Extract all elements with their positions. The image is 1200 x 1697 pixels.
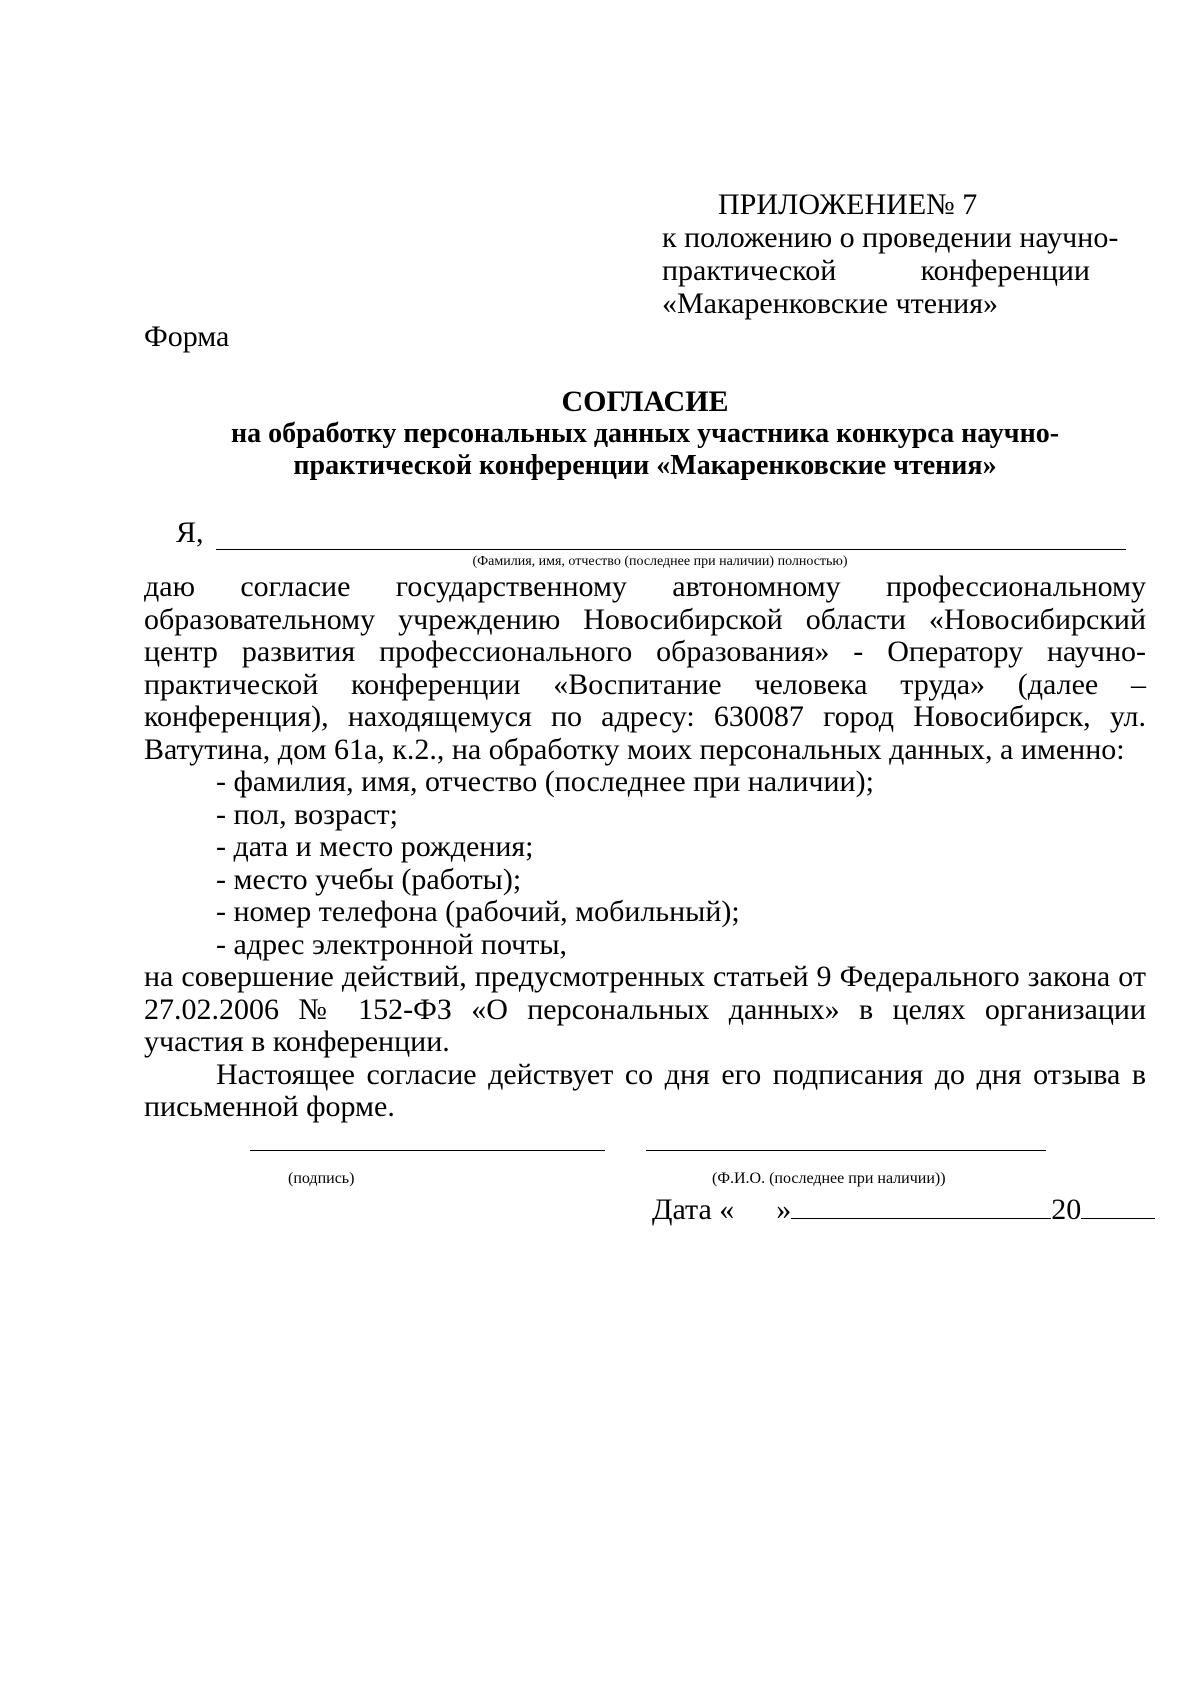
appendix-line-2-left: практической [662, 254, 837, 287]
appendix-line-1: к положению о проведении научно- [662, 221, 1119, 254]
full-name-prefix: Я, [176, 516, 204, 549]
list-item: - пол, возраст; [216, 797, 399, 831]
list-item: - место учебы (работы); [216, 862, 522, 896]
appendix-line-2 [662, 254, 1090, 287]
full-name-hint: (Фамилия, имя, отчество (последнее при наличии) полностью) [472, 554, 848, 569]
list-item: - фамилия, имя, отчество (последнее при наличии); [216, 765, 874, 798]
date-year-blank[interactable] [1081, 1192, 1155, 1219]
signature-blank-line[interactable] [250, 1150, 605, 1151]
date-field [652, 1192, 1155, 1227]
date-close-quote: » [776, 1193, 792, 1226]
signature-hint: (подпись) [288, 1170, 355, 1187]
validity-paragraph: Настоящее согласие действует со дня его подписания до дня отзыва в письменной форме. [144, 1057, 1146, 1123]
date-month-blank[interactable] [791, 1192, 1051, 1219]
consent-body [144, 571, 1146, 1124]
list-item: - адрес электронной почты, [216, 927, 568, 961]
appendix-header [662, 188, 1119, 320]
title-main: СОГЛАСИЕ [561, 385, 729, 418]
printed-name-hint: (Ф.И.О. (последнее при наличии)) [712, 1170, 946, 1187]
form-label: Форма [144, 320, 230, 353]
full-name-blank-line[interactable] [216, 521, 1126, 550]
printed-name-blank-line[interactable] [646, 1150, 1046, 1151]
document-title [144, 386, 1146, 482]
title-subtitle-line-2: практической конференции «Макаренковские чтения» [293, 450, 997, 481]
appendix-title: ПРИЛОЖЕНИЕ№ 7 [718, 188, 978, 221]
full-name-field [176, 516, 1126, 550]
date-year-prefix: 20 [1051, 1193, 1082, 1226]
title-subtitle-line-1: на обработку персональных данных участника конкурса научно- [230, 418, 1060, 449]
list-item: - номер телефона (рабочий, мобильный); [216, 895, 740, 928]
appendix-line-3: «Макаренковские чтения» [662, 287, 999, 320]
list-item: - дата и место рождения; [216, 830, 534, 863]
consent-paragraph: даю согласие государственному автономному профессиональному образовательному учреждению Новосибирской области «Новосибирский центр развития профессионального образования» - Оператору научно-практической конференции «Воспитание человека труда» (далее – конференция), находящемуся по адресу: 630087 город Новосибирск, ул. Ватутина, дом 61а, к.2., на обработку моих персональных данных, а именно: [144, 570, 1146, 766]
personal-data-list [144, 766, 1146, 961]
appendix-line-2-right: конференции [920, 254, 1090, 287]
date-label: Дата « [652, 1193, 735, 1226]
actions-paragraph: на совершение действий, предусмотренных статьей 9 Федерального закона от 27.02.2006 № 152-ФЗ «О персональных данных» в целях организации участия в конференции. [144, 960, 1146, 1058]
